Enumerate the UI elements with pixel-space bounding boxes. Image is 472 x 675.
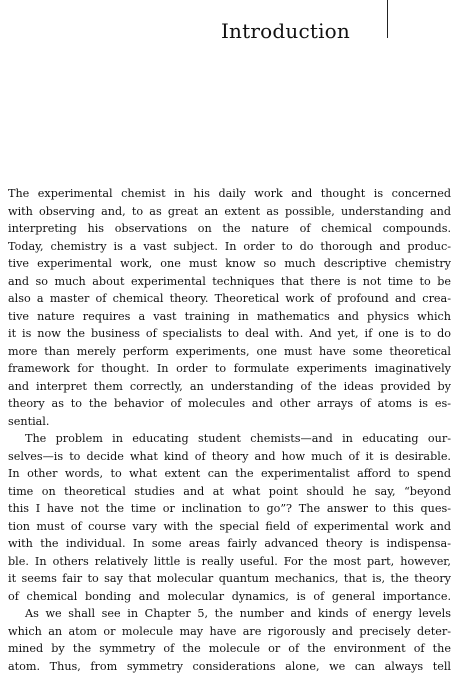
text-line: time on theoretical studies and at what point should he say, “beyond [8, 483, 451, 501]
text-line: and so much about experimental techniques that there is not time to be [8, 273, 451, 291]
text-line: framework for thought. In order to formulate experiments imaginatively [8, 360, 451, 378]
text-line: it seems fair to say that molecular quantum mechanics, that is, the theory [8, 570, 451, 588]
text-line: with observing and, to as great an extent as possible, understanding and [8, 203, 451, 221]
text-line: also a master of chemical theory. Theoretical work of profound and crea- [8, 290, 451, 308]
text-line: sential. [8, 413, 451, 431]
text-line: with the individual. In some areas fairly advanced theory is indispensa- [8, 535, 451, 553]
text-line: interpreting his observations on the nature of chemical compounds. [8, 220, 451, 238]
text-line: In other words, to what extent can the experimentalist afford to spend [8, 465, 451, 483]
text-line: selves—is to decide what kind of theory and how much of it is desirable. [8, 448, 451, 466]
text-line: tive nature requires a vast training in mathematics and physics which [8, 308, 451, 326]
body-text [8, 185, 451, 675]
text-line: which an atom or molecule may have are rigorously and precisely deter- [8, 623, 451, 641]
text-line: tion must of course vary with the special field of experimental work and [8, 518, 451, 536]
text-line: ble. In others relatively little is really useful. For the most part, however, [8, 553, 451, 571]
text-line: mined by the symmetry of the molecule or of the environment of the [8, 640, 451, 658]
chapter-title: Introduction [190, 18, 350, 44]
text-line: it is now the business of specialists to deal with. And yet, if one is to do [8, 325, 451, 343]
text-line: The problem in educating student chemists—and in educating our- [8, 430, 451, 448]
text-line: atom. Thus, from symmetry considerations alone, we can always tell [8, 658, 451, 675]
text-line: theory as to the behavior of molecules and other arrays of atoms is es- [8, 395, 451, 413]
text-line: tive experimental work, one must know so much descriptive chemistry [8, 255, 451, 273]
text-line: and interpret them correctly, an understanding of the ideas provided by [8, 378, 451, 396]
text-line: more than merely perform experiments, one must have some theoretical [8, 343, 451, 361]
text-line: this I have not the time or inclination to go”? The answer to this ques- [8, 500, 451, 518]
text-line: of chemical bonding and molecular dynamics, is of general importance. [8, 588, 451, 606]
header-rule [387, 0, 388, 38]
text-line: As we shall see in Chapter 5, the number and kinds of energy levels [8, 605, 451, 623]
text-line: The experimental chemist in his daily work and thought is concerned [8, 185, 451, 203]
text-line: Today, chemistry is a vast subject. In order to do thorough and produc- [8, 238, 451, 256]
